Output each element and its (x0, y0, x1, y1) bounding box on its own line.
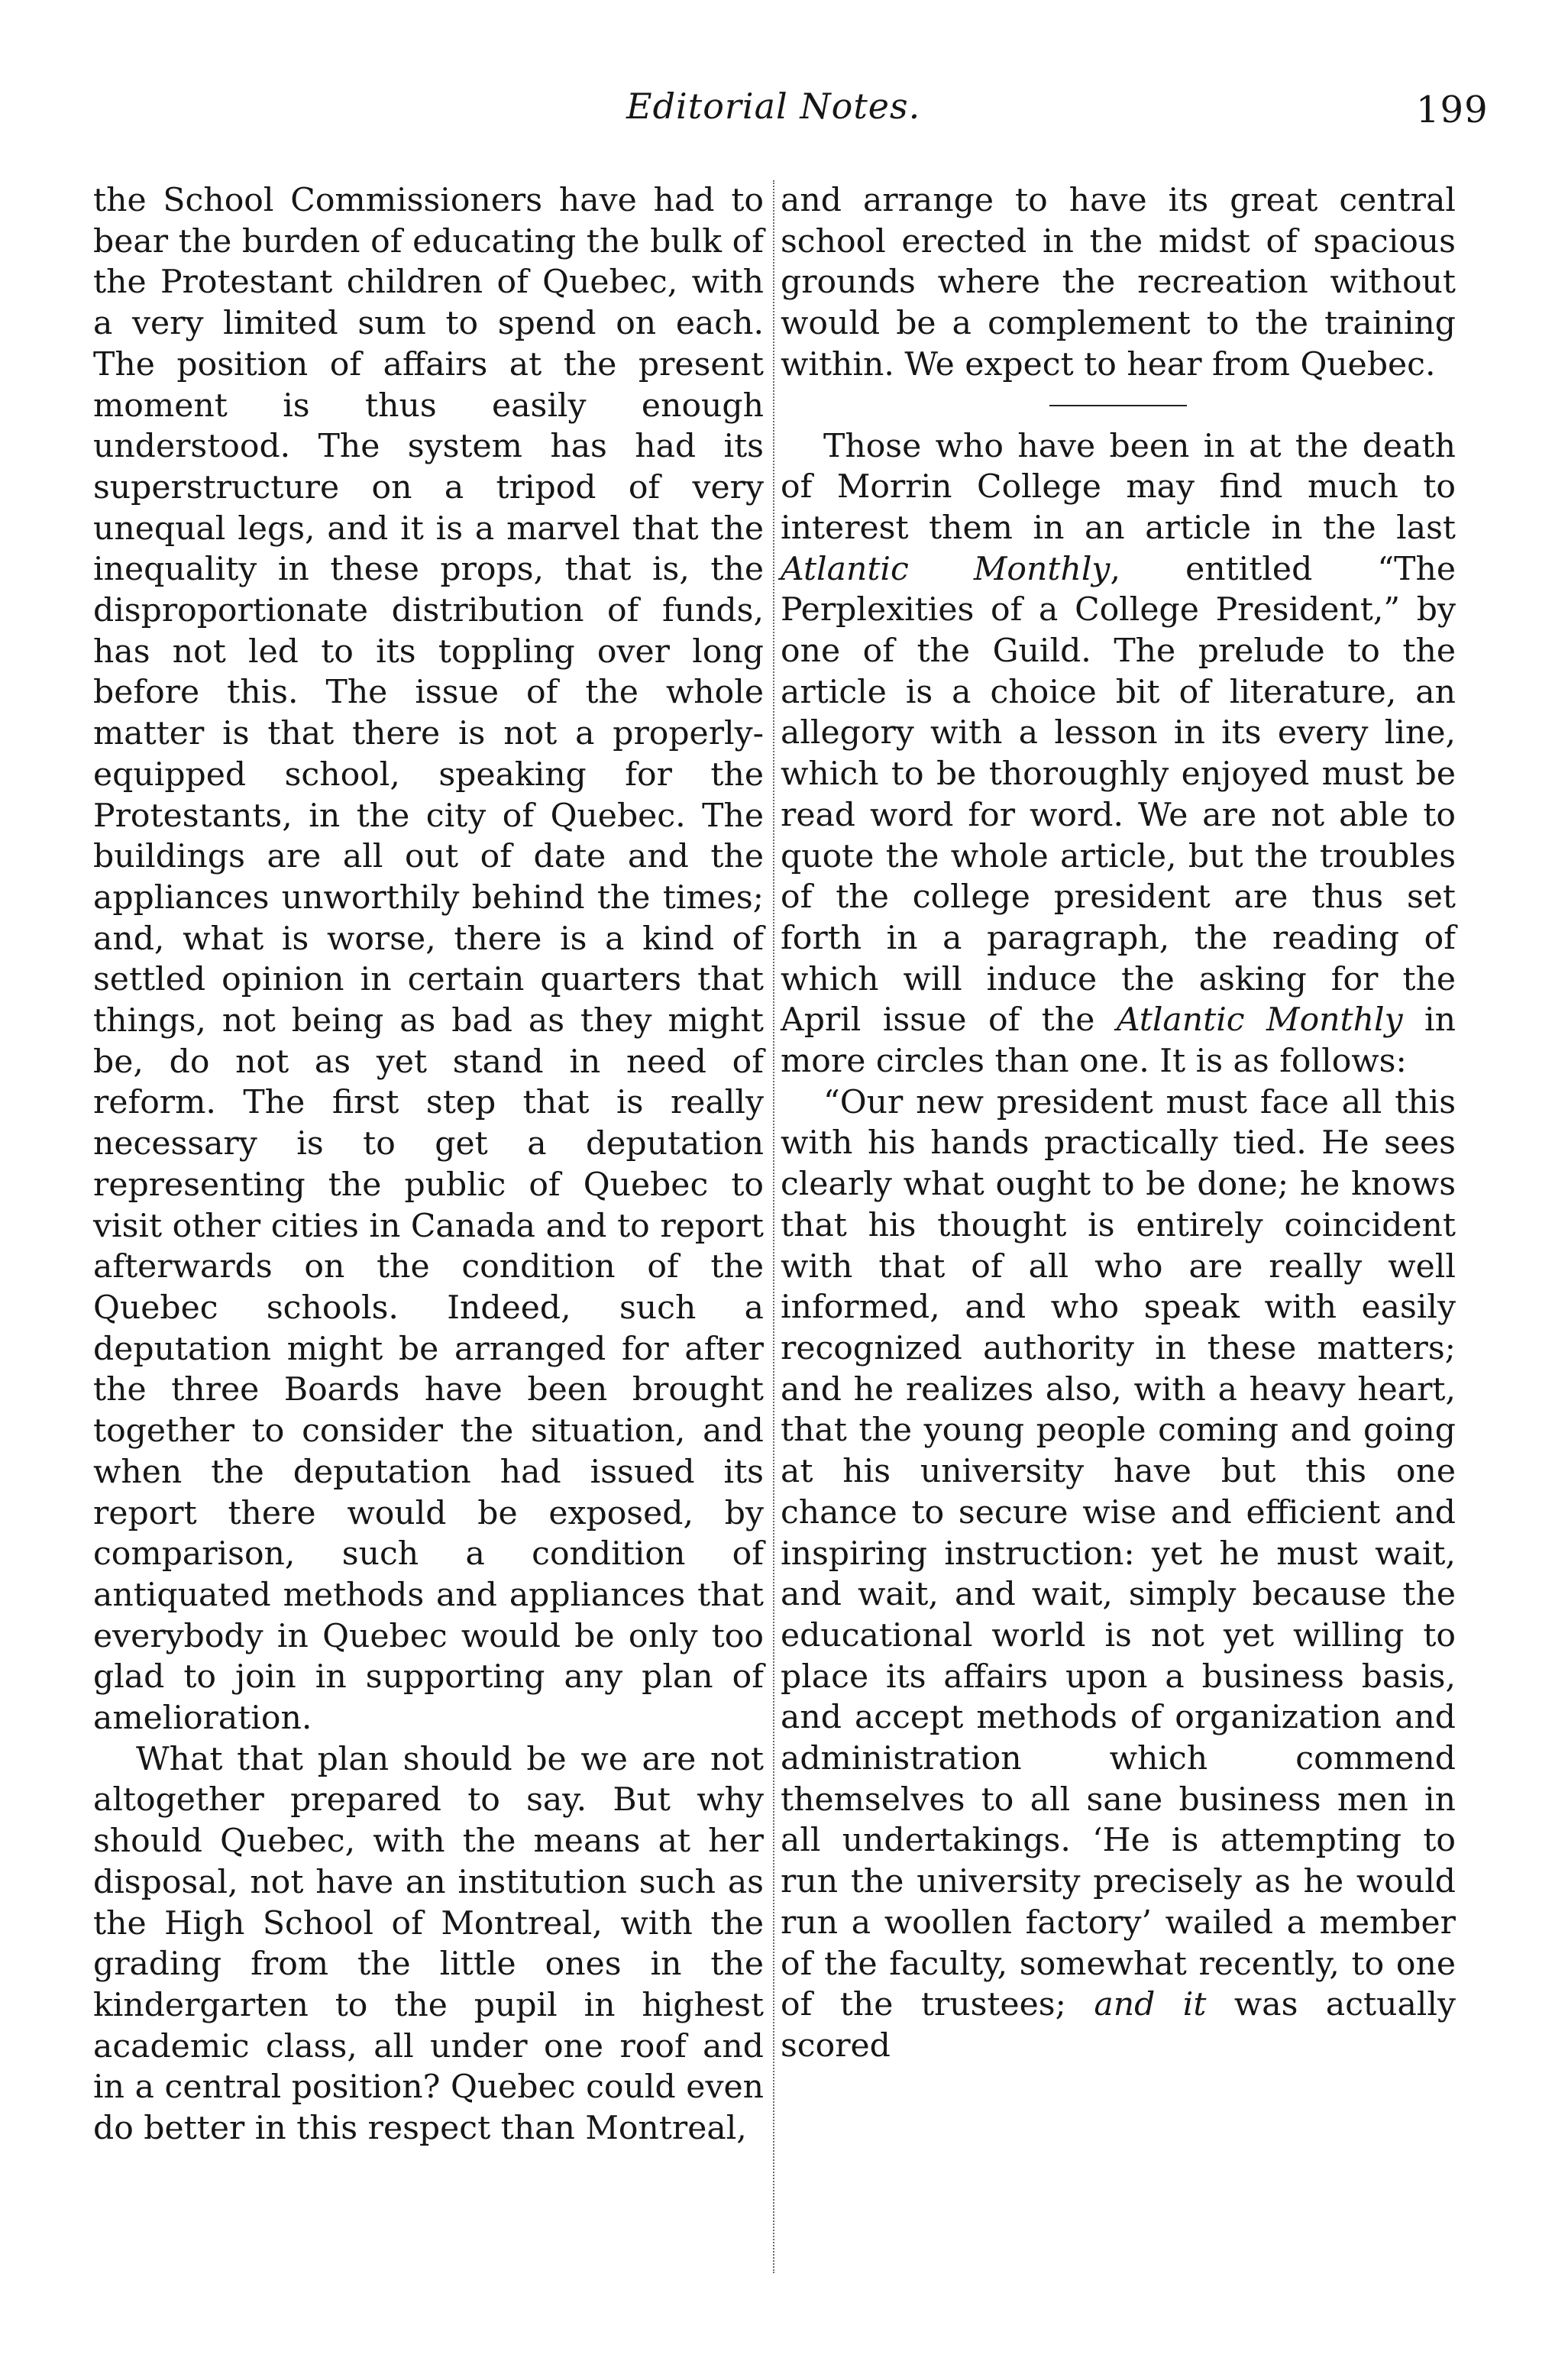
journal-title-1: Atlantic Monthly (781, 550, 1111, 588)
quotation-paragraph (781, 1082, 1456, 2067)
quotation-emphasis: and it (1094, 1986, 1207, 2024)
running-title: Editorial Notes. (626, 86, 921, 127)
right-paragraph-2-text-c: in more circles than one. It is as follows: (781, 1001, 1456, 1081)
quotation-text-a: “Our new president must face all this with his hands practically tied. He sees clearly what ought to be done; he knows that his thought is entirely coincident with that of all who are really well informed, and who speak with easily recognized authority in these matters; and he realizes also, with a heavy heart, that the young people coming and going at his university have but this one chance to secure wise and efficient and inspiring instruction: yet he must wait, and wait, and wait, simply because the educational world is not yet willing to place its affairs upon a business basis, and accept methods of organization and administration which commend themselves to all sane business men in all undertakings. ‘He is attempting to run the university precisely as he would run a woollen factory’ wailed a member of the faculty, somewhat recently, to one of the trustees; (781, 1083, 1456, 2024)
section-divider (1049, 405, 1187, 406)
left-paragraph-1: the School Commissioners have had to bear the burden of educating the bulk of the Protestant children of Quebec, with a very limited sum to spend on each. The position of affairs at the present moment is thus easily enough understood. The system has had its superstructure on a tripod of very unequal legs, and it is a marvel that the inequality in these props, that is, the disproportionate distribution of funds, has not led to its toppling over long before this. The issue of the whole matter is that there is not a properly-equipped school, speaking for the Protestants, in the city of Quebec. The buildings are all out of date and the appliances unworthily behind the times; and, what is worse, there is a kind of settled opinion in certain quarters that things, not being as bad as they might be, do not as yet stand in need of reform. The first step that is really necessary is to get a deputation representing the public of Quebec to visit other cities in Canada and to report afterwards on the condition of the Quebec schools. Indeed, such a deputation might be arranged for after the three Boards have been brought together to consider the situation, and when the deputation had issued its report there would be exposed, by comparison, such a condition of antiquated methods and appliances that everybody in Quebec would be only too glad to join in supporting any plan of amelioration. (93, 182, 764, 1738)
right-paragraph-2 (781, 426, 1456, 1082)
left-column (93, 180, 764, 2149)
column-divider (773, 180, 774, 2273)
page-number: 199 (1416, 89, 1489, 131)
quotation-text-b: was actually scored (781, 1986, 1456, 2065)
running-head (0, 86, 1568, 139)
right-column (781, 180, 1456, 2067)
journal-title-2: Atlantic Monthly (1116, 1001, 1403, 1040)
left-paragraph-2: What that plan should be we are not altogether prepared to say. But why should Quebec, with the means at her disposal, not have an institution such as the High School of Montreal, with the grading from the little ones in the kindergarten to the pupil in highest academic class, all under one roof and in a central position? Quebec could even do better in this respect than Montreal, (93, 1740, 764, 2148)
right-paragraph-2-text-b: , entitled “The Perplexities of a College President,” by one of the Guild. The prelude to the article is a choice bit of literature, an allegory with a lesson in its every line, which to be thoroughly enjoyed must be read word for word. We are not able to quote the whole article, but the troubles of the college president are thus set forth in a paragraph, the reading of which will induce the asking for the April issue of the (781, 550, 1456, 1040)
right-paragraph-2-text-a: Those who have been in at the death of Morrin College may find much to interest them in an article in the last (781, 427, 1456, 547)
right-paragraph-1: and arrange to have its great central school erected in the midst of spacious grounds where the recreation without would be a complement to the training within. We expect to hear from Quebec. (781, 182, 1456, 383)
